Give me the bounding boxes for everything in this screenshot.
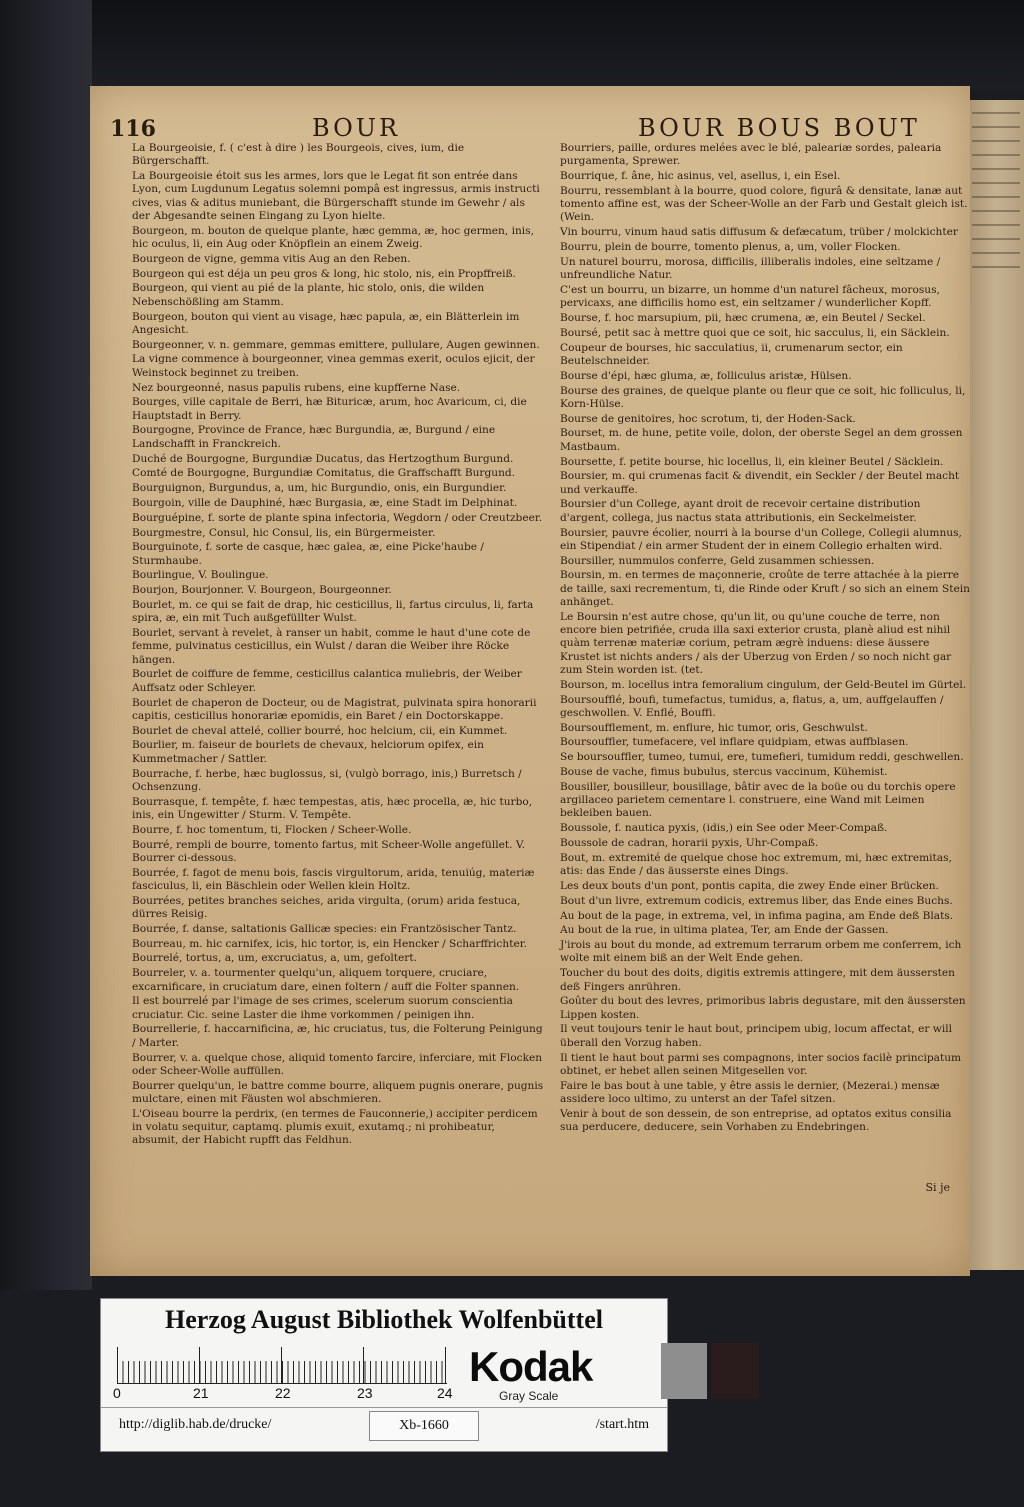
- dictionary-entry: Bourset, m. de hune, petite voile, dolon, der oberste Segel an dem grossen Mastbaum.: [560, 427, 963, 453]
- running-head-left: BOUR: [312, 114, 401, 142]
- dark-patch: [711, 1343, 759, 1399]
- dictionary-entry: Il est bourrelé par l'image de ses crimes, scelerum suorum conscientia cruciatur. Cic. seine Laster die ihme vorkommen / peinigen ihn.: [132, 995, 513, 1021]
- gray-scale-label: Gray Scale: [499, 1389, 559, 1403]
- dictionary-entry: Bourrasque, f. tempête, f. hæc tempestas, atis, hæc procella, æ, hic turbo, inis, ein Ungewitter / Sturm. V. Tempête.: [132, 795, 533, 821]
- catchword: Si je: [925, 1181, 950, 1194]
- dictionary-entry: Boursoufflement, m. enflure, hic tumor, oris, Geschwulst.: [560, 721, 868, 734]
- dictionary-entry: J'irois au bout du monde, ad extremum terrarum orbem me conferrem, ich wolte mit einem biß an der Welt Ende gehen.: [560, 939, 962, 965]
- dictionary-entry: Bourrer, v. a. quelque chose, aliquid tomento farcire, inferciare, mit Flocken oder Scheer-Wolle auffüllen.: [132, 1051, 543, 1077]
- dictionary-entry: Bourrée, f. danse, saltationis Gallicæ species: ein Frantzösischer Tantz.: [132, 922, 517, 935]
- ruler-label: 23: [357, 1385, 373, 1401]
- dictionary-entry: Bourse des graines, de quelque plante ou fleur que ce soit, hic folliculus, li, Korn-Hülse.: [560, 384, 966, 410]
- dictionary-entry: Comté de Bourgogne, Burgundiæ Comitatus, die Graffschafft Burgund.: [132, 467, 516, 480]
- shelfmark: Xb-1660: [369, 1411, 479, 1441]
- dictionary-entry: Vin bourru, vinum haud satis diffusum & defæcatum, trüber / molckichter: [560, 226, 958, 239]
- ruler-label: 22: [275, 1385, 291, 1401]
- ruler-label: 0: [113, 1385, 121, 1401]
- dictionary-entry: Bourrellerie, f. haccarnificina, æ, hic cruciatus, tus, die Folterung Peinigung / Marter.: [132, 1023, 543, 1049]
- dictionary-entry: Bouse de vache, fimus bubulus, stercus vaccinum, Kühemist.: [560, 766, 888, 779]
- dictionary-entry: Boursette, f. petite bourse, hic locellus, li, ein kleiner Beutel / Säcklein.: [560, 455, 944, 468]
- book-cover-left: [0, 0, 92, 1290]
- dictionary-entry: Bourlier, m. faiseur de bourlets de chevaux, helciorum opifex, ein Kummetmacher / Sattler.: [132, 739, 484, 765]
- color-target-strip: [100, 1298, 668, 1452]
- right-column: [560, 142, 970, 1136]
- dictionary-entry: Bourre, f. hoc tomentum, ti, Flocken / Scheer-Wolle.: [132, 823, 412, 836]
- dictionary-entry: Bourrées, petites branches seiches, arida virgulta, (orum) arida festuca, dürres Reisig.: [132, 894, 521, 921]
- dictionary-entry: Il veut toujours tenir le haut bout, principem ubig, locum affectat, er will überall den Vorzug haben.: [560, 1023, 953, 1049]
- left-column: [132, 142, 544, 1149]
- dictionary-entry: Boursouffler, tumefacere, vel inflare quidpiam, etwas auffblasen.: [560, 736, 909, 749]
- dictionary-entry: Bourgeon, qui vient au pié de la plante, hic stolo, onis, die wilden Nebenschößling am Stamm.: [132, 282, 485, 308]
- dictionary-entry: Nez bourgeonné, nasus papulis rubens, eine kupfferne Nase.: [132, 381, 461, 394]
- dictionary-entry: Boursier d'un College, ayant droit de recevoir certaine distribution d'argent, collega, jus nactus stata attributionis, ein Seckelmeister.: [560, 498, 921, 524]
- dictionary-entry: Les deux bouts d'un pont, pontis capita, die zwey Ende einer Brücken.: [560, 879, 939, 892]
- dictionary-entry: Boursier, m. qui crumenas facit & divendit, ein Seckler / der Beutel macht und verkauffe.: [560, 470, 960, 496]
- dictionary-entry: Bourgeon, bouton qui vient au visage, hæc papula, æ, ein Blätterlein im Angesicht.: [132, 310, 520, 336]
- dictionary-entry: Bourgeon qui est déja un peu gros & long, hic stolo, nis, ein Propffreiß.: [132, 267, 516, 280]
- dictionary-entry: Bourrer quelqu'un, le battre comme bourre, aliquem pugnis onerare, pugnis mulctare, einen mit Fäusten wol abschmieren.: [132, 1079, 544, 1105]
- dictionary-entry: Bourse, f. hoc marsupium, pii, hæc crumena, æ, ein Beutel / Seckel.: [560, 312, 926, 325]
- dictionary-entry: Bourreler, v. a. tourmenter quelqu'un, aliquem torquere, cruciare, excarnificare, in cruciatum dare, einen foltern / auff die Folter spannen.: [132, 967, 520, 993]
- dictionary-entry: Bourlet de cheval attelé, collier bourré, hoc helcium, cii, ein Kummet.: [132, 724, 508, 737]
- dictionary-entry: Bourgoin, ville de Dauphiné, hæc Burgasia, æ, eine Stadt im Delphinat.: [132, 496, 518, 509]
- dictionary-entry: Boursin, m. en termes de maçonnerie, croûte de terre attachée à la pierre de taille, saxi recrementum, ti, die Rinde oder Kruft / so sich an einem Stein anhänget.: [560, 569, 970, 608]
- dictionary-entry: Bourrelé, tortus, a, um, excruciatus, a, um, gefoltert.: [132, 952, 417, 965]
- dictionary-entry: Goûter du bout des levres, primoribus labris degustare, mit den äussersten Lippen kosten.: [560, 995, 966, 1021]
- dictionary-entry: Bourse de genitoires, hoc scrotum, ti, der Hoden-Sack.: [560, 412, 856, 425]
- dictionary-entry: Bourson, m. locellus intra femoralium cingulum, der Geld-Beutel im Gürtel.: [560, 678, 967, 691]
- dictionary-entry: Bout, m. extremité de quelque chose hoc extremum, mi, hæc extremitas, atis: das Ende / das äusserste eines Dings.: [560, 851, 952, 878]
- dictionary-entry: Bourjon, Bourjonner. V. Bourgeon, Bourgeonner.: [132, 584, 392, 597]
- dictionary-entry: Bourré, rempli de bourre, tomento fartus, mit Scheer-Wolle angefüllet. V. Bourrer ci-dessous.: [132, 838, 526, 864]
- dictionary-entry: Boursiller, nummulos conferre, Geld zusammen schiessen.: [560, 554, 875, 567]
- dictionary-entry: Boursoufflé, boufi, tumefactus, tumidus, a, flatus, a, um, auffgelauffen / geschwollen. V. Enflé, Bouffi.: [560, 693, 944, 719]
- dictionary-entry: Coupeur de bourses, hic sacculatius, ii, crumenarum sector, ein Beutelschneider.: [560, 341, 903, 367]
- dictionary-entry: Bourrique, f. âne, hic asinus, vel, asellus, i, ein Esel.: [560, 170, 841, 183]
- dictionary-entry: Bourguépine, f. sorte de plante spina infectoria, Wegdorn / oder Creutzbeer.: [132, 511, 543, 524]
- dictionary-entry: La vigne commence à bourgeonner, vinea gemmas exerit, oculos ejicit, der Weinstock beginnet zu treiben.: [132, 353, 535, 379]
- dictionary-entry: Bourgeonner, v. n. gemmare, gemmas emittere, pullulare, Augen gewinnen.: [132, 338, 540, 351]
- dictionary-entry: La Bourgeoisie, f. ( c'est à dire ) les Bourgeois, cives, ium, die Bürgerschafft.: [132, 142, 465, 168]
- dictionary-entry: Un naturel bourru, morosa, difficilis, illiberalis indoles, eine seltzame / unfreundliche Natur.: [560, 255, 941, 282]
- dictionary-entry: Boursé, petit sac à mettre quoi que ce soit, hic sacculus, li, ein Säcklein.: [560, 326, 950, 339]
- dictionary-entry: Bourru, plein de bourre, tomento plenus, a, um, voller Flocken.: [560, 241, 901, 254]
- kodak-logo: Kodak: [469, 1343, 593, 1390]
- dictionary-page: [90, 86, 970, 1276]
- ruler-label: 21: [193, 1385, 209, 1401]
- gray-patch: [661, 1343, 707, 1399]
- dictionary-entry: Se boursouffler, tumeo, tumui, ere, tumefieri, tumidum reddi, geschwellen.: [560, 751, 964, 764]
- dictionary-entry: Bourgmestre, Consul, hic Consul, lis, ein Bürgermeister.: [132, 526, 436, 539]
- dictionary-entry: Au bout de la rue, in ultima platea, Ter, am Ende der Gassen.: [560, 924, 889, 937]
- dictionary-entry: Il tient le haut bout parmi ses compagnons, inter socios facilè principatum obtinet, er hebet allen seinen Mitgesellen vor.: [560, 1051, 962, 1077]
- dictionary-entry: Bourlet de coiffure de femme, cesticillus calantica muliebris, der Weiber Auffsatz oder Schleyer.: [132, 668, 522, 694]
- dictionary-entry: Boursier, pauvre écolier, nourri à la bourse d'un College, Collegii alumnus, ein Stipendiat / ein armer Student der in einem Collegio erhalten wird.: [560, 526, 962, 552]
- dictionary-entry: L'Oiseau bourre la perdrix, (en termes de Fauconnerie,) accipiter perdicem in volatu sequitur, captamq. plumis exuit, exutamq.; ni prohibeatur, absumit, der Habicht rupfft das Feldhun.: [132, 1107, 538, 1147]
- dictionary-entry: Bourlet, servant à revelet, à ranser un habit, comme le haut d'une cote de femme, pulvinatus cesticillus, ein Wulst / daran die Weiber ihre Röcke hängen.: [132, 627, 531, 666]
- library-title: Herzog August Bibliothek Wolfenbüttel: [165, 1305, 603, 1334]
- dictionary-entry: Le Boursin n'est autre chose, qu'un lit, ou qu'une couche de terre, non encore bien petrifiée, cruda illa saxi exterior crusta, planè aliud est nihil quàm terrenæ materiæ corium, petram ægrè induens: diese äussere Krustet ist nichts anders / als der Uberzug von Erden / so noch nicht gar zum Stein worden ist. (tet.: [560, 610, 952, 676]
- url-right: /start.htm: [595, 1417, 649, 1432]
- dictionary-entry: Toucher du bout des doits, digitis extremis attingere, mit dem äussersten deß Fingers anrühren.: [560, 967, 955, 993]
- dictionary-entry: Bourguinote, f. sorte de casque, hæc galea, æ, eine Picke'haube / Sturmhaube.: [132, 541, 484, 567]
- dictionary-entry: Bourlet de chaperon de Docteur, ou de Magistrat, pulvinata spira honorarii capitis, cesticillus honorariæ epomidis, ein Baret / ein Doctorskappe.: [132, 696, 537, 722]
- book-cover-top: [0, 0, 1024, 90]
- dictionary-entry: Bourreau, m. hic carnifex, icis, hic tortor, is, ein Hencker / Scharffrichter.: [132, 937, 527, 950]
- dictionary-entry: Bourlingue, V. Boulingue.: [132, 569, 269, 582]
- measurement-ruler: [117, 1347, 447, 1384]
- dictionary-entry: Bourriers, paille, ordures melées avec le blé, paleariæ sordes, palearia purgamenta, Sprewer.: [560, 142, 942, 168]
- url-left: http://diglib.hab.de/drucke/: [119, 1417, 272, 1432]
- ruler-label: 24: [437, 1385, 453, 1401]
- dictionary-entry: Bourguignon, Burgundus, a, um, hic Burgundio, onis, ein Burgundier.: [132, 482, 507, 495]
- dictionary-entry: Bourlet, m. ce qui se fait de drap, hic cesticillus, li, fartus circulus, li, farta spira, æ, ein mit Tuch außgefüllter Wulst.: [132, 599, 534, 625]
- ruler-labels: [113, 1385, 453, 1403]
- dictionary-entry: Bourgeon, m. bouton de quelque plante, hæc gemma, æ, hoc germen, inis, hic oculus, li, ein Aug oder Knöpflein an einem Zweig.: [132, 224, 534, 251]
- dictionary-entry: La Bourgeoisie étoit sus les armes, lors que le Legat fit son entrée dans Lyon, cum Lugdunum Legatus solemni pompâ est ingressus, armis instructi cives, vias & aditus muniebant, die Bürgerschafft stunde im Gewehr / als der Abgesandte seinen Eingang zu Lyon hielte.: [132, 170, 540, 222]
- dictionary-entry: Duché de Bourgogne, Burgundiæ Ducatus, das Hertzogthum Burgund.: [132, 452, 514, 465]
- dictionary-entry: Boussole de cadran, horarii pyxis, Uhr-Compaß.: [560, 837, 819, 850]
- dictionary-entry: Bourrache, f. herbe, hæc buglossus, si, (vulgò borrago, inis,) Burretsch / Ochsenzung.: [132, 767, 522, 793]
- adjacent-page-edge: [968, 100, 1024, 1270]
- dictionary-entry: Bourru, ressemblant à la bourre, quod colore, figurâ & densitate, lanæ aut tomento affine est, was der Scheer-Wolle an der Farb und Gestalt gleich ist. (Wein.: [560, 184, 968, 224]
- dictionary-entry: C'est un bourru, un bizarre, un homme d'un naturel fâcheux, morosus, pervicaxs, ane difficilis homo est, ein seltzamer / wunderlicher Kopff.: [560, 283, 940, 310]
- dictionary-entry: Bourse d'épi, hæc gluma, æ, folliculus aristæ, Hülsen.: [560, 369, 852, 382]
- running-head-right: BOUR BOUS BOUT: [638, 114, 920, 142]
- dictionary-entry: Bourges, ville capitale de Berri, hæ Bituricæ, arum, hoc Avaricum, ci, die Hauptstadt in Berry.: [132, 396, 527, 422]
- page-number: 116: [110, 116, 156, 142]
- dictionary-entry: Boussole, f. nautica pyxis, (idis,) ein See oder Meer-Compaß.: [560, 822, 888, 835]
- dictionary-entry: Venir à bout de son dessein, de son entreprise, ad optatos exitus consilia sua perducere, deducere, sein Vorhaben zu Endebringen.: [560, 1107, 952, 1133]
- dictionary-entry: Bourgogne, Province de France, hæc Burgundia, æ, Burgund / eine Landschafft in Franckreich.: [132, 424, 496, 450]
- dictionary-entry: Au bout de la page, in extrema, vel, in infima pagina, am Ende deß Blats.: [560, 909, 954, 922]
- dictionary-entry: Bourgeon de vigne, gemma vitis Aug an den Reben.: [132, 252, 411, 265]
- dictionary-entry: Bourrée, f. fagot de menu bois, fascis virgultorum, arida, tenuiúg, materiæ fasciculus, li, ein Bäschlein oder Wellen klein Holtz.: [132, 866, 535, 892]
- dictionary-entry: Bousiller, bousilleur, bousillage, bâtir avec de la boüe ou du torchis opere argillaceo parietem cementare l. construere, eine Wand mit Leimen bekleiben bauen.: [560, 780, 956, 820]
- dictionary-entry: Bout d'un livre, extremum codicis, extremus liber, das Ende eines Buchs.: [560, 894, 953, 907]
- dictionary-entry: Faire le bas bout à une table, y être assis le dernier, (Mezerai.) mensæ assidere loco ultimo, zu unterst an der Tafel sitzen.: [560, 1079, 940, 1105]
